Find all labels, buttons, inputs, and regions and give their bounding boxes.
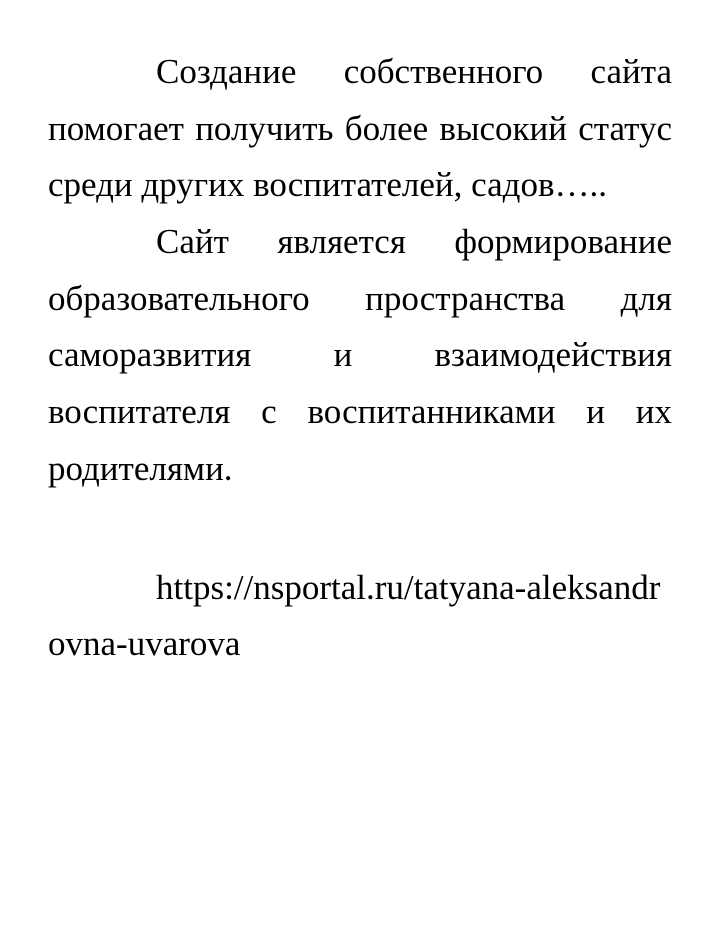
external-link[interactable]: https://nsportal.ru/tatyana-aleksandrovna-uvarova bbox=[48, 567, 661, 664]
paragraph-1: Создание собственного сайта помогает получить более высокий статус среди других воспитателей, садов….. bbox=[48, 52, 672, 205]
paragraph-2: Сайт является формирование образовательного пространства для саморазвития и взаимодействия воспитателя с воспитанниками и их родителями. bbox=[48, 222, 672, 488]
